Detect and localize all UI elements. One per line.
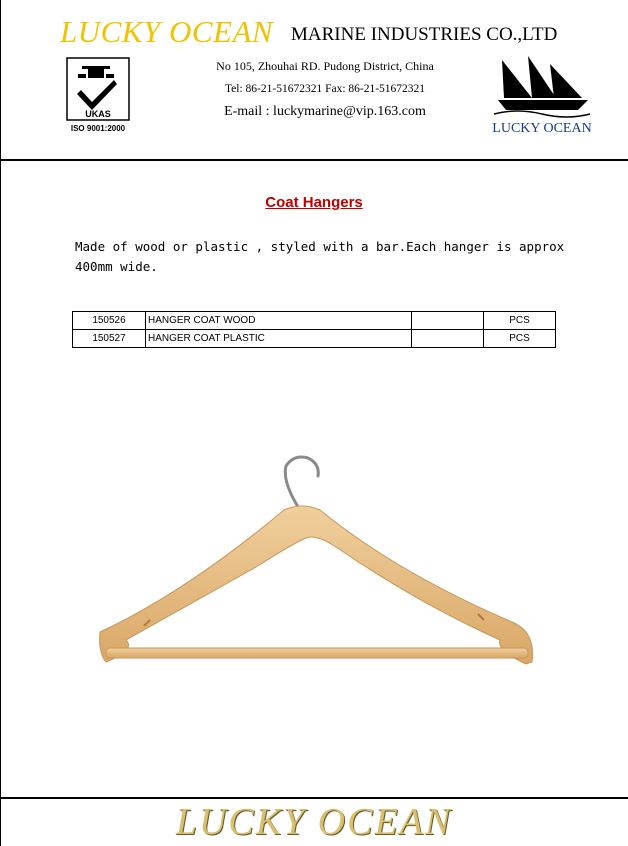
item-code: 150527	[73, 330, 146, 348]
company-email: E-mail : luckymarine@vip.163.com	[224, 104, 426, 119]
company-name: MARINE INDUSTRIES CO.,LTD	[291, 24, 558, 45]
ship-logo	[492, 54, 592, 136]
item-blank	[412, 312, 484, 330]
table-row	[73, 330, 556, 348]
page-title: Coat Hangers	[265, 194, 363, 211]
table-row	[73, 312, 556, 330]
brand-name: LUCKY OCEAN	[60, 14, 274, 49]
coat-hanger-image	[96, 452, 536, 672]
item-name: HANGER COAT PLASTIC	[146, 330, 412, 348]
ship-logo-text: LUCKY OCEAN	[492, 121, 592, 136]
item-name: HANGER COAT WOOD	[146, 312, 412, 330]
header-divider	[0, 159, 628, 161]
item-unit: PCS	[484, 312, 556, 330]
items-table	[72, 311, 556, 348]
page-left-border	[0, 0, 1, 846]
item-code: 150526	[73, 312, 146, 330]
item-unit: PCS	[484, 330, 556, 348]
product-description: Made of wood or plastic , styled with a bar.Each hanger is approx 400mm wide.	[75, 239, 572, 274]
footer-divider	[0, 797, 628, 799]
iso-text: ISO 9001:2000	[70, 124, 126, 133]
ukas-text: UKAS	[85, 109, 111, 119]
company-tel-fax: Tel: 86-21-51672321 Fax: 86-21-51672321	[224, 83, 426, 95]
ukas-certification-logo	[64, 56, 132, 134]
company-address: No 105, Zhouhai RD. Pudong District, China	[216, 59, 434, 73]
item-blank	[412, 330, 484, 348]
footer-brand: LUCKY OCEAN	[175, 801, 453, 843]
